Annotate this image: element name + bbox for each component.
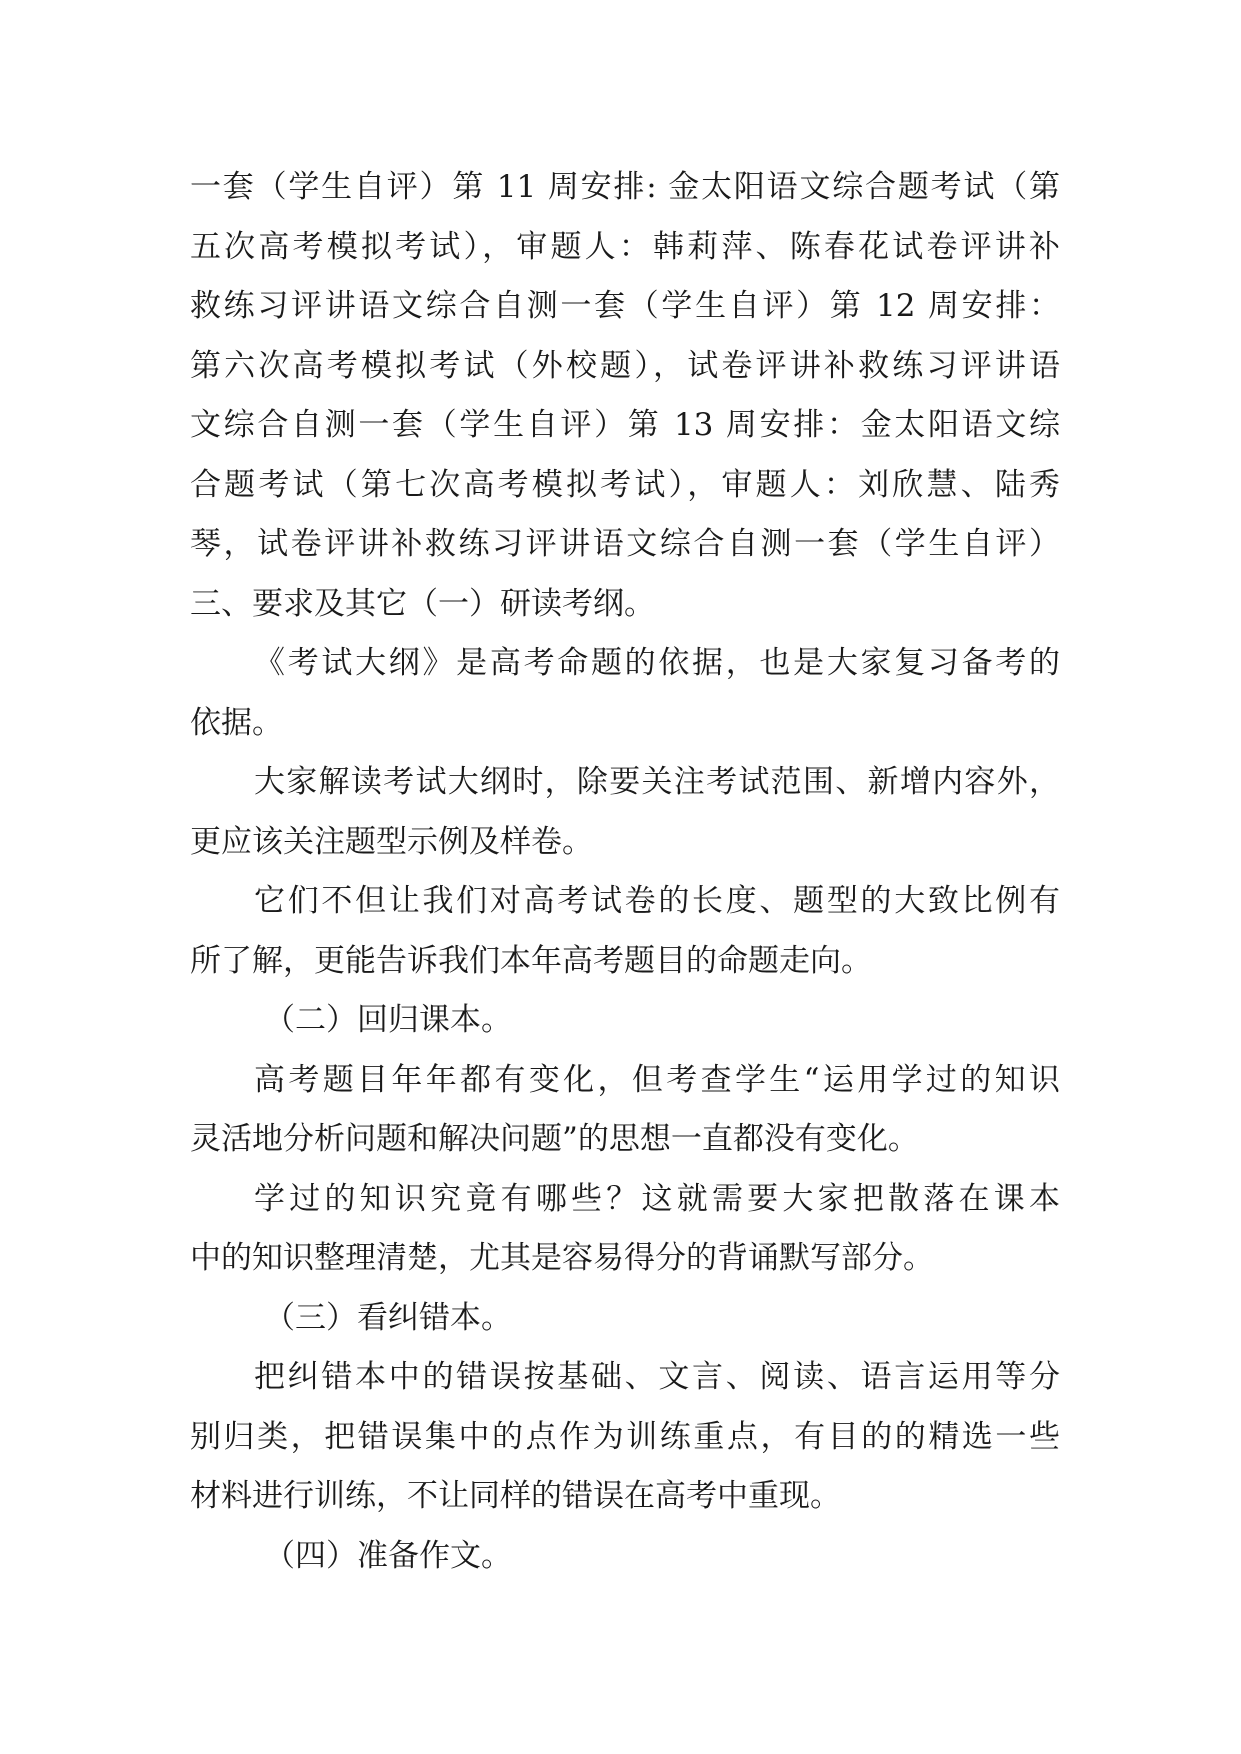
text-line: 灵活地分析问题和解决问题”的思想一直都没有变化。 <box>190 1121 919 1157</box>
document-body <box>190 158 1060 1586</box>
text-line: 文综合自测一套（学生自评）第 13 周安排：金太阳语文综 <box>190 407 1060 443</box>
text-line: 《考试大纲》是高考命题的依据，也是大家复习备考的 <box>254 645 1060 681</box>
subsection-heading: （三）看纠错本。 <box>264 1299 512 1336</box>
text-line: 高考题目年年都有变化，但考查学生“运用学过的知识 <box>254 1061 1060 1098</box>
text-line: 别归类，把错误集中的点作为训练重点，有目的的精选一些 <box>190 1418 1060 1455</box>
section-heading: 三、要求及其它（一）研读考纲。 <box>190 585 655 622</box>
text-line: 学过的知识究竟有哪些？这就需要大家把散落在课本 <box>254 1180 1060 1217</box>
text-line: 所了解，更能告诉我们本年高考题目的命题走向。 <box>190 942 872 979</box>
text-line: 琴，试卷评讲补救练习评讲语文综合自测一套（学生自评） <box>190 526 1060 562</box>
text-line: 大家解读考试大纲时，除要关注考试范围、新增内容外， <box>254 764 1060 800</box>
text-line: 第六次高考模拟考试（外校题），试卷评讲补救练习评讲语 <box>190 347 1060 384</box>
text-line: 材料进行训练，不让同样的错误在高考中重现。 <box>190 1478 841 1514</box>
text-line: 救练习评讲语文综合自测一套（学生自评）第 12 周安排： <box>190 288 1060 324</box>
text-line: 更应该关注题型示例及样卷。 <box>190 823 593 860</box>
text-line: 它们不但让我们对高考试卷的长度、题型的大致比例有 <box>254 883 1060 919</box>
text-line: 把纠错本中的错误按基础、文言、阅读、语言运用等分 <box>254 1359 1060 1395</box>
text-line: 五次高考模拟考试），审题人：韩莉萍、陈春花试卷评讲补 <box>190 228 1060 265</box>
subsection-heading: （四）准备作文。 <box>264 1537 512 1574</box>
text-line: 合题考试（第七次高考模拟考试），审题人：刘欣慧、陆秀 <box>190 466 1060 503</box>
subsection-heading: （二）回归课本。 <box>264 1002 512 1038</box>
text-line: 中的知识整理清楚，尤其是容易得分的背诵默写部分。 <box>190 1240 934 1276</box>
text-line: 一套（学生自评）第 11 周安排: 金太阳语文综合题考试（第 <box>190 169 1060 205</box>
text-line: 依据。 <box>190 704 283 741</box>
